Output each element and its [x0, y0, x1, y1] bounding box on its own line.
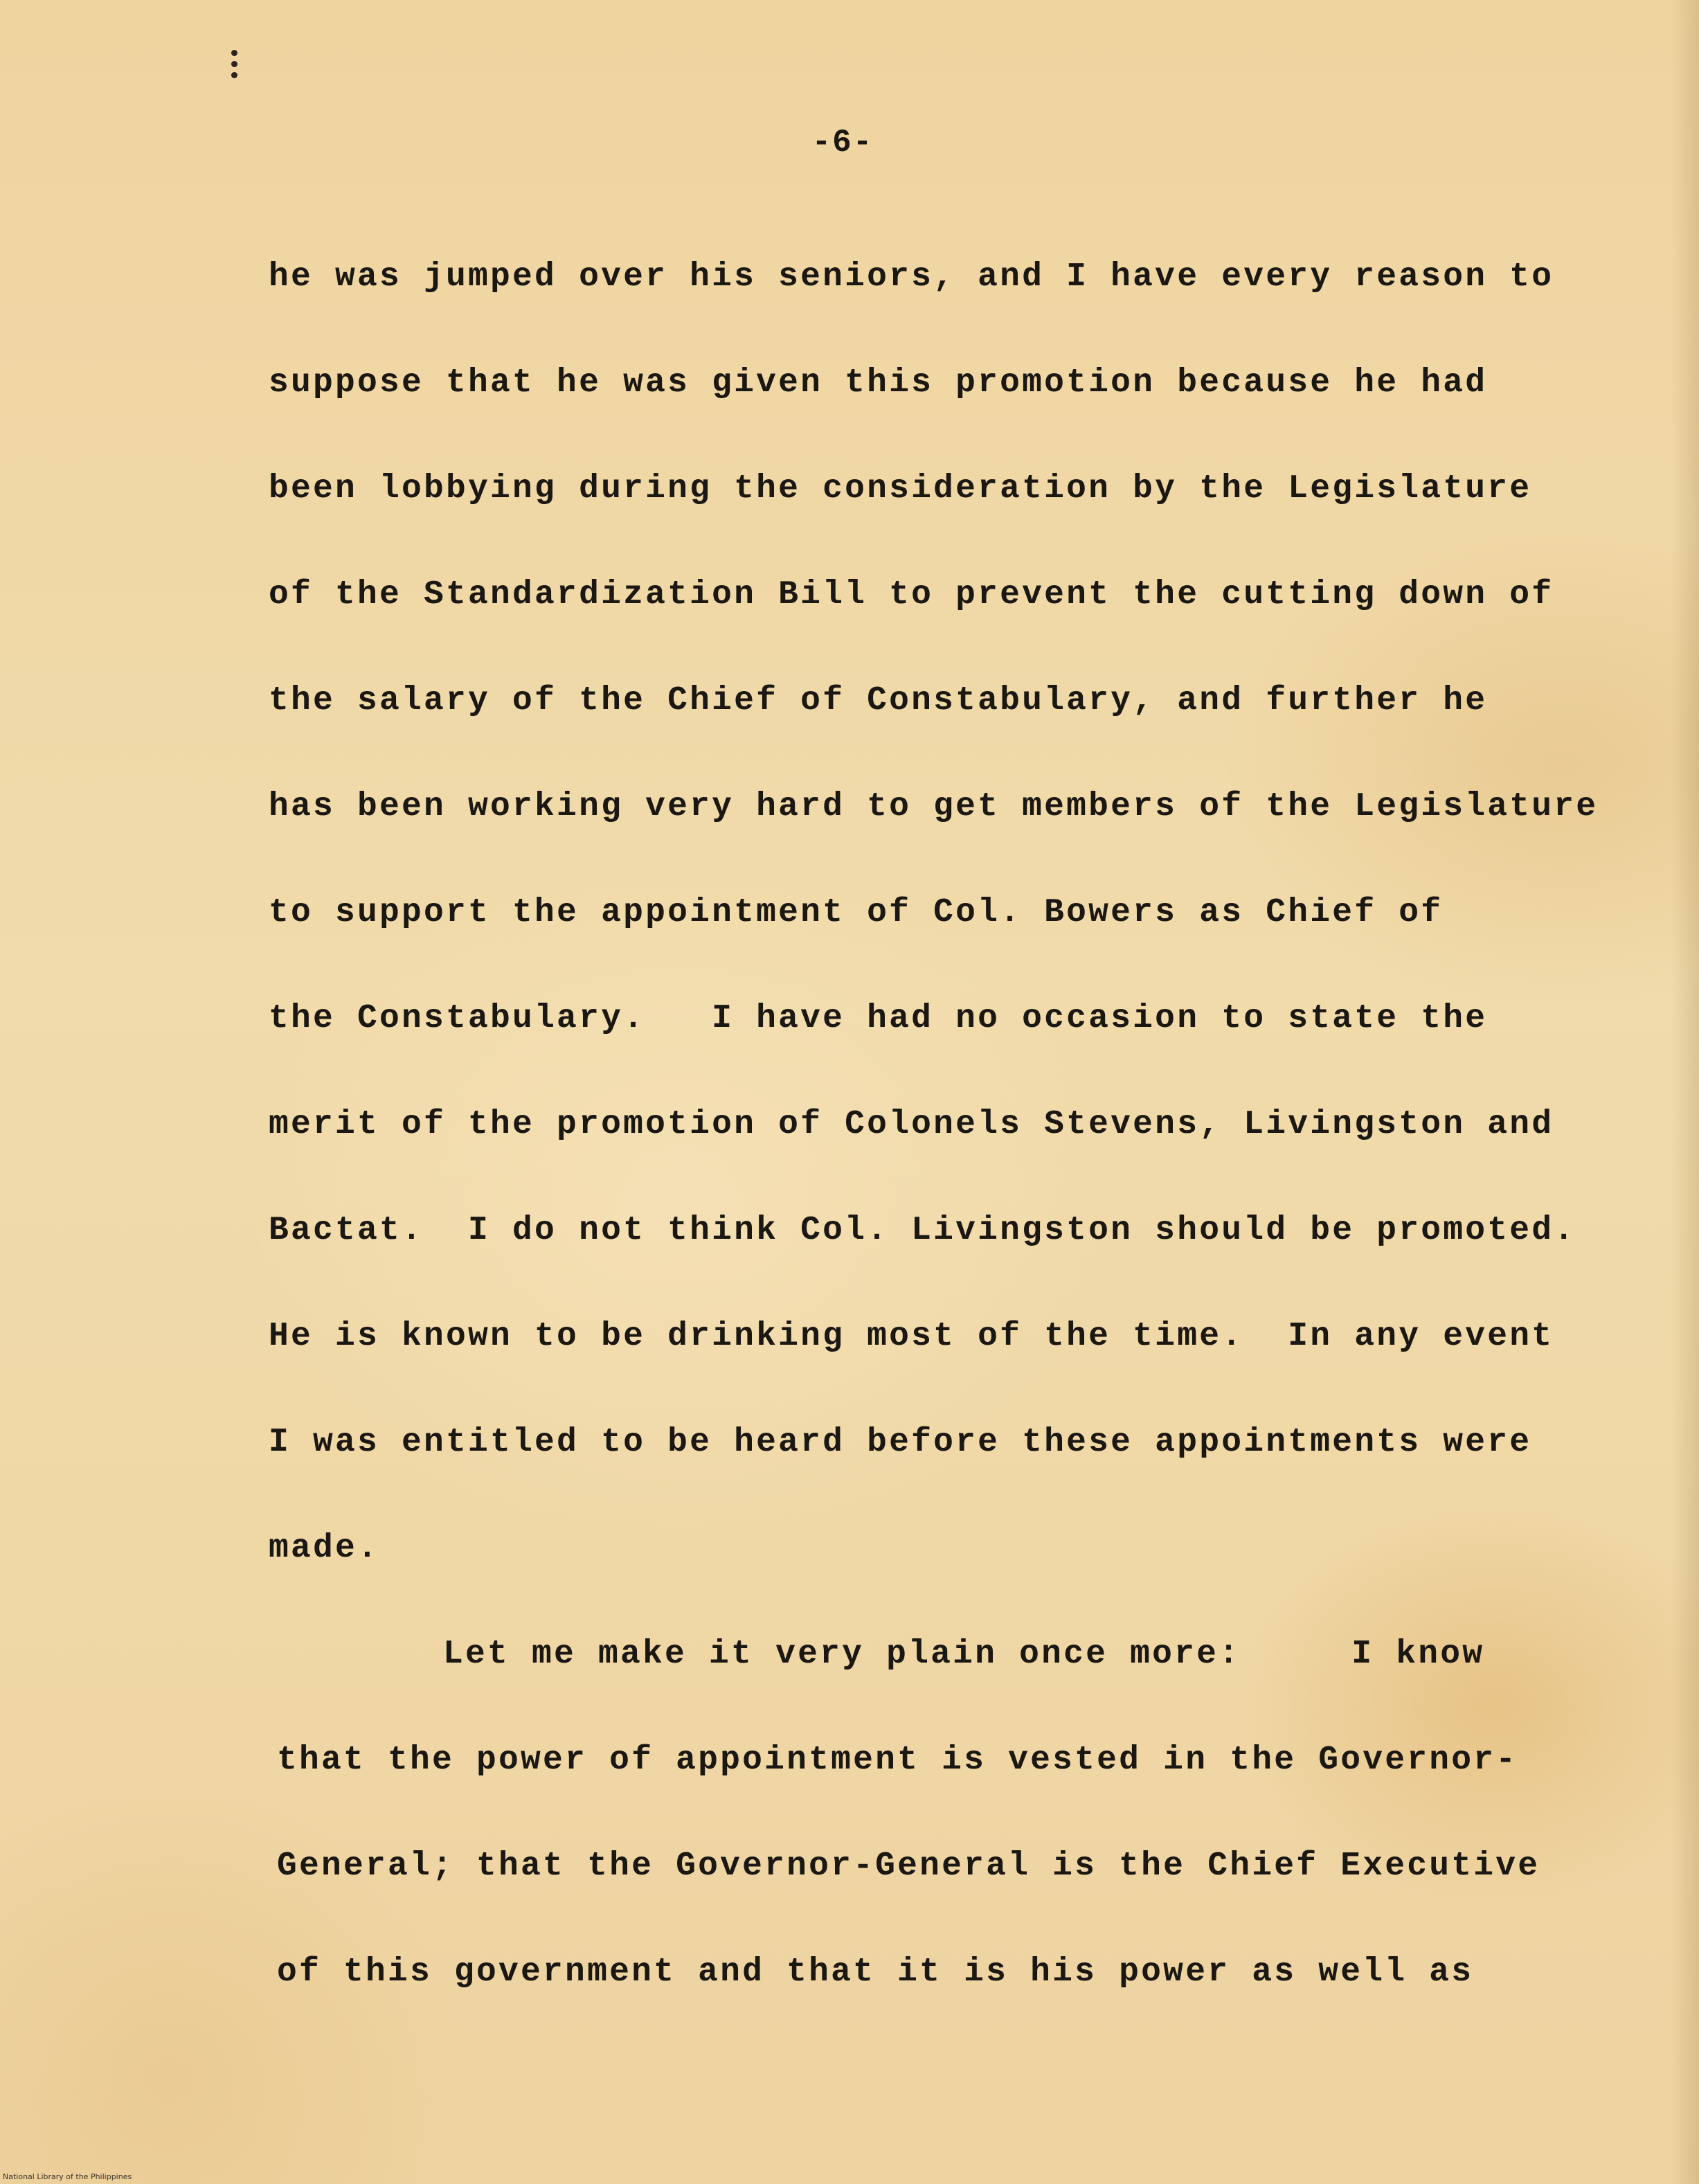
text-line: the Constabulary. I have had no occasion to state the	[269, 1000, 1488, 1037]
text-line: of the Standardization Bill to prevent the cutting down of	[269, 576, 1554, 614]
text-line: suppose that he was given this promotion because he had	[269, 364, 1488, 402]
text-line: been lobbying during the consideration by the Legislature	[269, 470, 1532, 508]
binding-dot	[231, 61, 237, 67]
page-number: -6-	[811, 125, 874, 161]
text-line: Bactat. I do not think Col. Livingston should be promoted.	[269, 1212, 1576, 1249]
text-line: has been working very hard to get members of the Legislature	[269, 788, 1599, 825]
text-line: to support the appointment of Col. Bowers as Chief of	[269, 894, 1444, 931]
text-line: he was jumped over his seniors, and I have every reason to	[269, 258, 1554, 296]
text-line: of this government and that it is his power as well as	[277, 1953, 1474, 1991]
archive-stamp: National Library of the Philippines	[3, 2172, 132, 2181]
text-line: I was entitled to be heard before these appointments were	[269, 1424, 1532, 1461]
text-line: He is known to be drinking most of the time. In any event	[269, 1318, 1554, 1355]
text-line: the salary of the Chief of Constabulary, and further he	[269, 682, 1488, 719]
text-line: made.	[269, 1530, 380, 1567]
binding-hole-marks	[231, 50, 240, 83]
binding-dot	[231, 50, 237, 56]
text-line: merit of the promotion of Colonels Stevens, Livingston and	[269, 1106, 1554, 1143]
text-line: Let me make it very plain once more: I know	[443, 1636, 1485, 1673]
text-line: that the power of appointment is vested in the Governor-	[277, 1742, 1518, 1779]
binding-dot	[231, 72, 237, 78]
text-line: General; that the Governor-General is the Chief Executive	[277, 1847, 1540, 1885]
page-edge-shadow	[1671, 0, 1699, 2184]
